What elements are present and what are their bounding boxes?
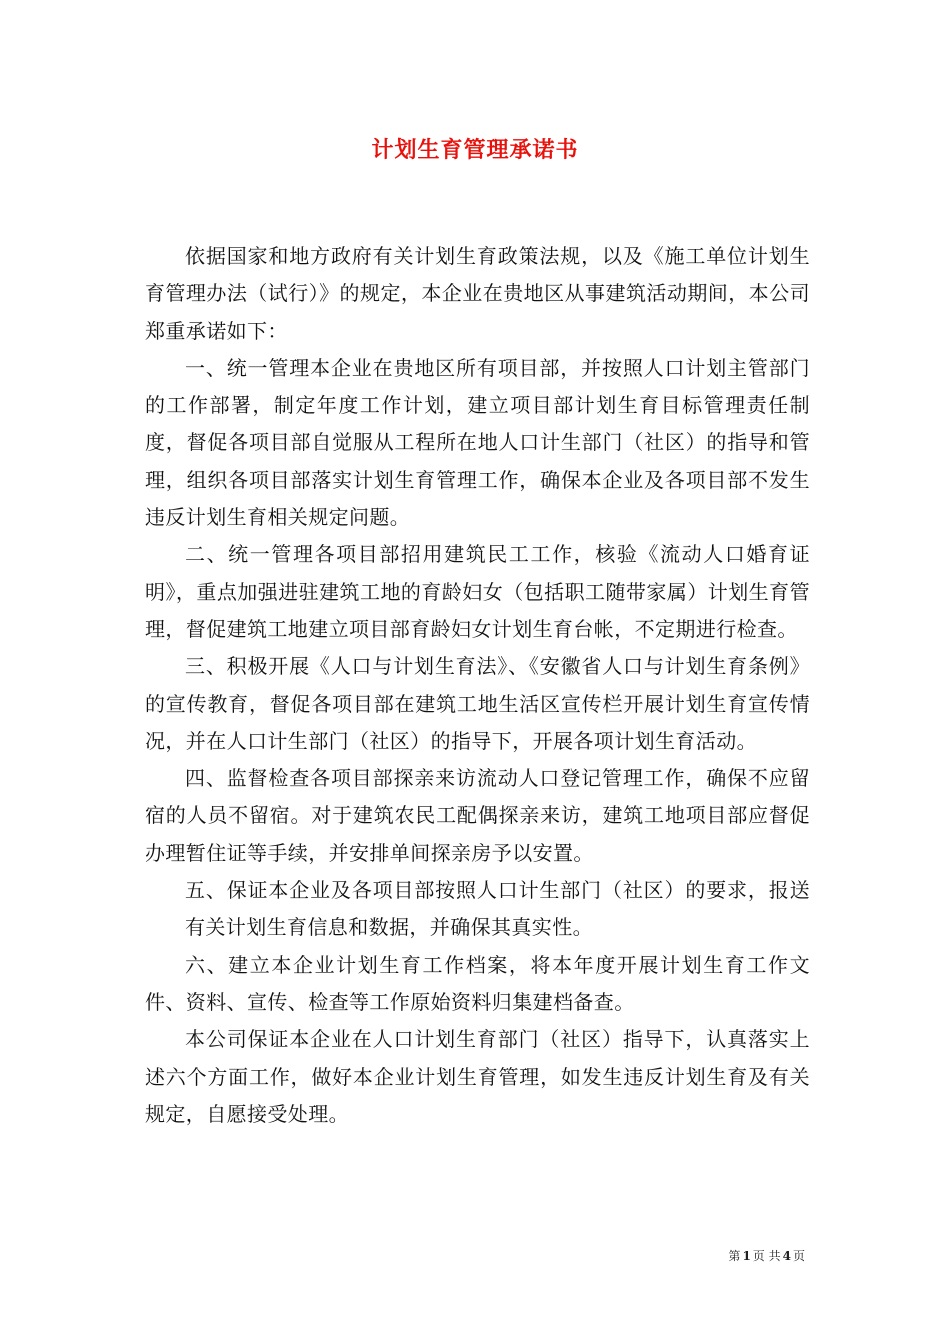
- paragraph-item-3: 三、积极开展《人口与计划生育法》、《安徽省人口与计划生育条例》的宣传教育，督促各项目部在建筑工地生活区宣传栏开展计划生育宣传情况，并在人口计生部门（社区）的指导下，开展各项计划生育活动。: [145, 654, 810, 753]
- document-body: [145, 238, 810, 1133]
- paragraph-item-4: 四、监督检查各项目部探亲来访流动人口登记管理工作，确保不应留宿的人员不留宿。对于建筑农民工配偶探亲来访，建筑工地项目部应督促办理暂住证等手续，并安排单间探亲房予以安置。: [145, 766, 810, 865]
- page-prefix: 第: [728, 1249, 741, 1263]
- paragraph-intro: 依据国家和地方政府有关计划生育政策法规，以及《施工单位计划生育管理办法（试行）》的规定，本企业在贵地区从事建筑活动期间，本公司郑重承诺如下：: [145, 244, 810, 343]
- document-title: 计划生育管理承诺书: [371, 137, 579, 163]
- total-pages-number: 4: [782, 1249, 791, 1263]
- page-suffix: 页: [792, 1249, 805, 1263]
- paragraph-item-2: 二、统一管理各项目部招用建筑民工工作，核验《流动人口婚育证明》，重点加强进驻建筑工地的育龄妇女（包括职工随带家属）计划生育管理，督促建筑工地建立项目部育龄妇女计划生育台帐，不定期进行检查。: [145, 542, 810, 641]
- page-number-footer: [728, 1248, 805, 1264]
- paragraph-closing: 本公司保证本企业在人口计划生育部门（社区）指导下，认真落实上述六个方面工作，做好本企业计划生育管理，如发生违反计划生育及有关规定，自愿接受处理。: [145, 1027, 810, 1126]
- page-middle: 页 共: [752, 1249, 781, 1263]
- paragraph-item-6: 六、建立本企业计划生育工作档案，将本年度开展计划生育工作文件、资料、宣传、检查等工作原始资料归集建档备查。: [145, 952, 810, 1014]
- current-page-number: 1: [742, 1249, 751, 1263]
- paragraph-item-5: 五、保证本企业及各项目部按照人口计生部门（社区）的要求，报送有关计划生育信息和数据，并确保其真实性。: [185, 878, 810, 940]
- paragraph-item-1: 一、统一管理本企业在贵地区所有项目部，并按照人口计划主管部门的工作部署，制定年度工作计划，建立项目部计划生育目标管理责任制度，督促各项目部自觉服从工程所在地人口计生部门（社区）的指导和管理，组织各项目部落实计划生育管理工作，确保本企业及各项目部不发生违反计划生育相关规定问题。: [145, 355, 810, 530]
